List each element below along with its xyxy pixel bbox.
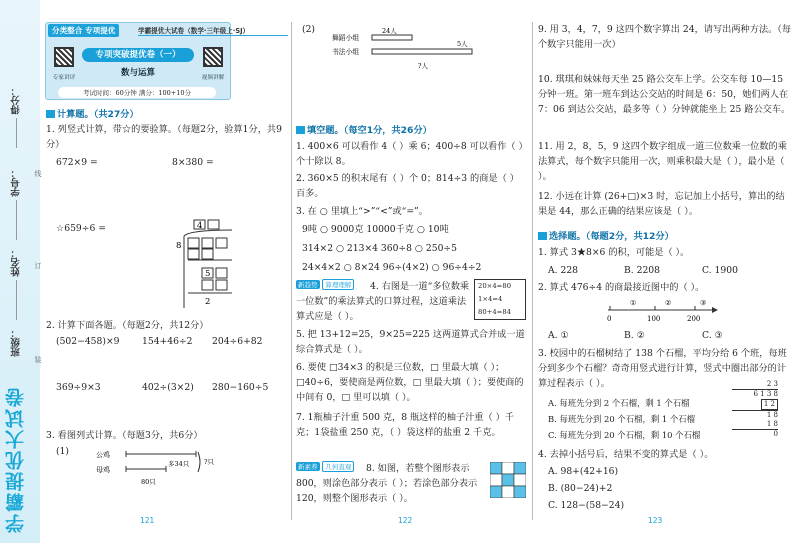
figure-chickens — [96, 448, 236, 488]
q2-item-3: 204÷6+82 — [212, 336, 263, 347]
choice-q3-b[interactable]: B. 每班先分到 20 个石榴，剩 1 个石榴 — [548, 414, 695, 424]
q2-item-6: 280−160÷5 — [212, 382, 269, 393]
fig2-24: 24人 — [382, 27, 397, 35]
q1-item-1: 672×9 = — [56, 157, 98, 168]
fill-q6: 6. 要使 □34×3 的积是三位数，□ 里最大填（ ）；□40÷6，要使商是两位数，□ 里最大填（ ）；要使商的中间有 0，□ 里可以填（ ）。 — [296, 362, 524, 403]
div-step-2: 1 8 — [732, 410, 778, 420]
div-circled-step: 1 2 — [761, 399, 778, 410]
axis-mark-2: ② — [665, 299, 672, 307]
fill-q4: 4. 右图是一道“多位数乘一位数”的乘法算式的口算过程，这道乘法算式应是（ ）。 — [296, 281, 470, 322]
calc-line-2: 1×4=4 — [478, 295, 503, 303]
div-digit-mid: 5 — [205, 269, 211, 279]
q2-item-4: 369÷9×3 — [56, 382, 101, 393]
choice-q3: 3. 校园中的石榴树结了 138 个石榴，平均分给 6 个班，每班分到多少个石榴？奇奇用竖式进行计算，竖式中圈出部分的计算过程表示（ ）。 — [538, 348, 787, 389]
fig1-more: 多34只 — [168, 460, 190, 468]
section-mark-icon — [296, 126, 305, 134]
q3-part-1: (1) — [56, 446, 70, 457]
score-line — [16, 118, 17, 148]
choice-q1: 1. 算式 3★8×6 的积，可能是（ ）。 — [538, 247, 690, 258]
choice-q2-a[interactable]: A. ① — [548, 330, 569, 341]
q2-item-2: 154+46÷2 — [142, 336, 193, 347]
choice-q2: 2. 算式 476÷4 的商最接近图中的（ ）。 — [538, 282, 705, 293]
fig1-unknown: ?只 — [204, 458, 214, 466]
fig2-dance: 舞蹈小组 — [332, 34, 360, 42]
shaded-figure — [490, 462, 526, 498]
calc-process-box — [474, 279, 526, 320]
q1-item-2: 8×380 = — [172, 157, 214, 168]
division-working — [732, 380, 778, 439]
section-mark-icon — [46, 110, 55, 118]
q1-item-3: ☆659÷6 = — [56, 223, 106, 234]
tag-new-literacy: 新素养 几何直观 — [296, 461, 354, 472]
question-2: 2. 计算下面各题。（每题2分，共12分） — [46, 320, 209, 331]
score-label: 得分： — [11, 86, 22, 115]
compare-row-3: 24×4×2 ○ 8×24 96÷(4×2) ○ 96÷4÷2 — [302, 262, 482, 273]
section-choice-heading: 选择题。（每题2分，共12分） — [538, 228, 674, 242]
tick-order: 订 — [34, 262, 42, 269]
fill-q9: 9. 用 3，4，7，9 这四个数字算出 24，请写出两种方法。（每个数字只能用一次） — [538, 24, 792, 50]
brand-vertical: 学霸提优大试卷 — [5, 386, 27, 534]
axis-200: 200 — [687, 315, 701, 323]
choice-q3-c[interactable]: C. 每班先分到 20 个石榴，剩 10 个石榴 — [548, 430, 701, 440]
choice-q1-b[interactable]: B. 2208 — [624, 265, 660, 276]
choice-q3-a[interactable]: A. 每班先分到 2 个石榴，剩 1 个石榴 — [548, 398, 690, 408]
div-step-3: 1 8 — [766, 420, 778, 428]
div-quotient: 2 3 — [766, 380, 778, 388]
compare-row-1: 9吨 ○ 9000克 10000千克 ○ 10吨 — [302, 224, 449, 235]
div-dividend: 6 1 3 8 — [732, 389, 778, 399]
fig1-rooster: 公鸡 — [96, 451, 110, 459]
class-label: 班级： — [11, 328, 22, 357]
fig2-calligraphy: 书法小组 — [332, 48, 360, 56]
name-label: 姓名： — [11, 248, 22, 277]
div-digit-divisor: 8 — [176, 241, 182, 251]
number-line — [600, 298, 720, 324]
choice-q2-c[interactable]: C. ③ — [702, 330, 723, 341]
page-number-3: 123 — [648, 516, 663, 525]
paper-subtitle: 数与运算 — [120, 68, 155, 78]
tag-reasoning: 算理理解 — [322, 279, 354, 290]
fill-q7: 7. 1瓶柚子汁重 500 克，8 瓶这样的柚子汁重（ ）千克；1袋盐重 250 克，（ ）袋这样的盐重 2 千克。 — [296, 412, 514, 438]
fill-q11: 11. 用 2，8，5，9 这四个数字组成一道三位数乘一位数的乘法算式，每个数字只能用一次，则乘积最大是（ ），最小是（ ）。 — [538, 141, 787, 182]
fill-q1: 1. 400×6 可以看作 4（ ）乘 6；400÷8 可以看作（ ）个十除以 8。 — [296, 141, 528, 167]
div-remainder: 0 — [732, 429, 778, 439]
page-number-1: 121 — [140, 516, 155, 525]
fill-q12: 12. 小远在计算 (26+□)×3 时，忘记加上小括号，算出的结果是 44，那么正确的结果应该是（ ）。 — [538, 191, 785, 217]
choice-q1-c[interactable]: C. 1900 — [702, 265, 738, 276]
axis-mark-3: ③ — [700, 299, 707, 307]
column-divider-2 — [532, 22, 533, 520]
choice-q2-b[interactable]: B. ② — [624, 330, 645, 341]
tick-line: 线 — [34, 170, 42, 177]
qr-left-label: 专家讲评 — [52, 75, 76, 81]
fill-q10: 10. 琪琪和妹妹每天坐 25 路公交车上学。公交车每 10—15 分钟一班。第一班车到达公交站的时间是 6：50，她们两人在 7：06 到达公交站，最多等（ ）分钟就能坐上 25 路公交车。 — [538, 74, 791, 115]
student-id-label: 学号： — [11, 168, 22, 197]
page-number-2: 122 — [398, 516, 413, 525]
fig2-5: 5人 — [457, 40, 468, 48]
paper-title: 专项突破提优卷（一） — [82, 48, 194, 62]
choice-q4-c[interactable]: C. 128−(58−24) — [548, 500, 625, 511]
choice-q4-a[interactable]: A. 98+(42+16) — [548, 466, 619, 477]
running-head: 学霸提优大试卷（数学·三年级上·SJ） — [138, 25, 288, 36]
tag-new-trend: 新趋势 算理理解 — [296, 279, 354, 290]
header-tag: 分类整合 专项提优 — [48, 24, 119, 37]
div-digit-quotient: 4 — [197, 221, 203, 231]
fill-q8: 8. 如图，若整个图形表示 800，则涂色部分表示（ ）；若涂色部分表示 120，则整个图形表示（ ）。 — [296, 463, 478, 504]
compare-row-2: 314×2 ○ 213×4 360÷8 ○ 250÷5 — [302, 243, 457, 254]
q2-item-1: (502−458)×9 — [56, 336, 120, 347]
id-line — [16, 200, 17, 240]
question-3: 3. 看图列式计算。（每题3分，共6分） — [46, 430, 203, 441]
fill-q2: 2. 360×5 的积末尾有（ ）个 0；814÷3 的商是（ ）百多。 — [296, 173, 519, 199]
fig1-hen: 母鸡 — [96, 466, 110, 474]
fig2-unknown: ?人 — [418, 62, 428, 70]
section-calc-heading: 计算题。（共27分） — [46, 106, 139, 120]
figure-groups — [332, 26, 482, 72]
long-division-figure — [166, 218, 238, 314]
q2-item-5: 402÷(3×2) — [142, 382, 194, 393]
column-divider-1 — [291, 22, 292, 520]
choice-q4: 4. 去掉小括号后，结果不变的算式是（ ）。 — [538, 449, 714, 460]
qr-code-left[interactable] — [54, 47, 74, 67]
choice-q1-a[interactable]: A. 228 — [548, 265, 579, 276]
exam-info: 考试时间：60分钟 满分：100+10分 — [58, 87, 216, 98]
fill-q5: 5. 把 13+12=25，9×25=225 这两道算式合并成一道综合算式是（ ）。 — [296, 329, 525, 355]
question-1: 1. 列竖式计算，带☆的要验算。（每题2分，验算1分，共9分） — [46, 124, 282, 150]
choice-q4-b[interactable]: B. (80−24)+2 — [548, 483, 613, 494]
section-fill-heading: 填空题。（每空1分，共26分） — [296, 122, 432, 136]
name-line — [16, 280, 17, 320]
fill-q3: 3. 在 ○ 里填上“>”“<”或“=”。 — [296, 206, 428, 217]
q3-part-2: (2) — [302, 24, 316, 35]
tick-bind: 装 — [34, 356, 42, 363]
qr-right-label: 视频讲解 — [201, 75, 225, 81]
axis-100: 100 — [647, 315, 661, 323]
axis-0: 0 — [607, 315, 612, 323]
section-mark-icon — [538, 232, 547, 240]
calc-line-1: 20×4=80 — [478, 282, 512, 290]
div-digit-remainder: 2 — [205, 297, 211, 307]
calc-line-3: 80+4=84 — [478, 308, 512, 316]
axis-mark-1: ① — [630, 299, 637, 307]
qr-code-right[interactable] — [203, 47, 223, 67]
fig1-total: 80只 — [141, 478, 156, 486]
tag-geometry: 几何直观 — [322, 461, 354, 472]
